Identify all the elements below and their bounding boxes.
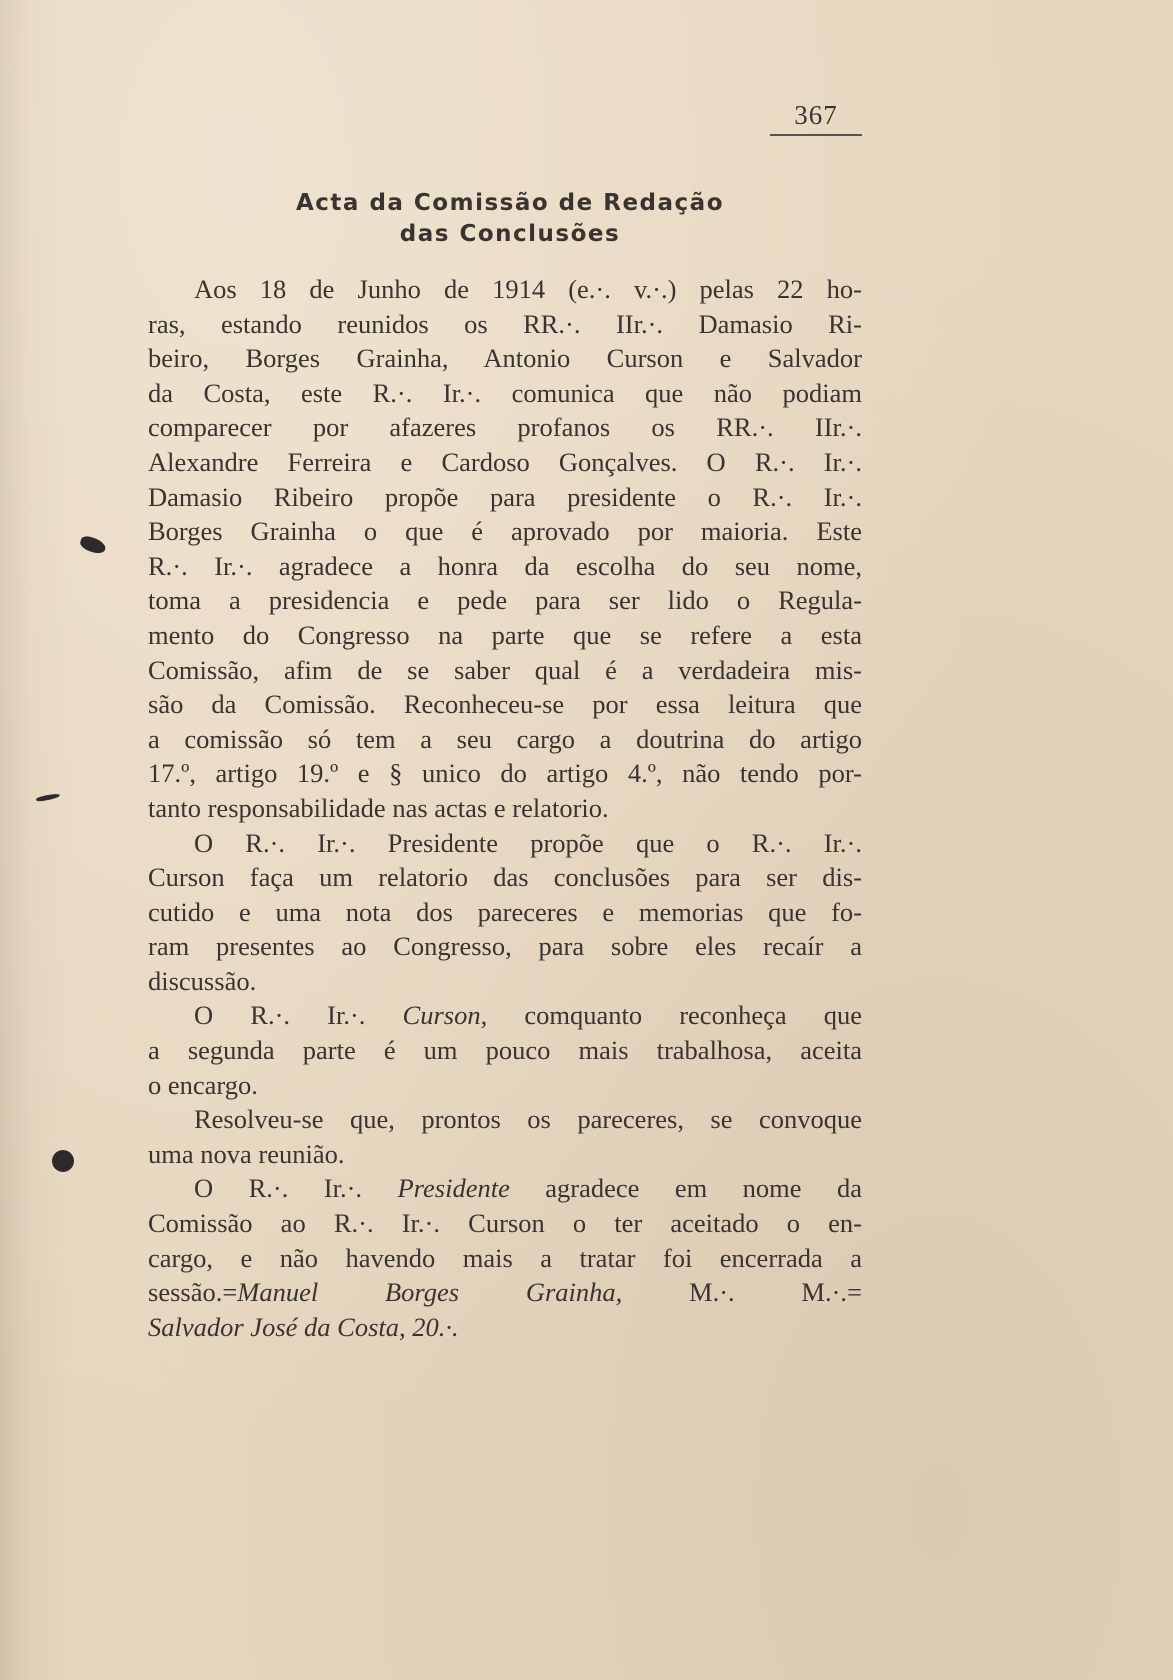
text-line (148, 929, 862, 964)
text-line (148, 1310, 862, 1345)
text-line (148, 583, 862, 618)
text-line (148, 756, 862, 791)
text-segment: Comissão, afim de se saber qual é a verdadeira mis- (148, 654, 862, 685)
text-line (148, 964, 862, 999)
text-segment: Alexandre Ferreira e Cardoso Gonçalves. O R.·. Ir.·. (148, 446, 862, 477)
margin-mark (52, 1150, 74, 1172)
text-line (148, 1068, 862, 1103)
text-segment: R.·. Ir.·. agradece a honra da escolha do seu nome, (148, 550, 862, 581)
text-segment: Manuel Borges Grainha, (237, 1277, 623, 1308)
text-line (148, 445, 862, 480)
text-line (148, 410, 862, 445)
text-line (148, 480, 862, 515)
text-line (148, 1033, 862, 1068)
text-line (148, 549, 862, 584)
text-segment: comquanto reconheça que (487, 1000, 862, 1031)
text-segment: ras, estando reunidos os RR.·. IIr.·. Damasio Ri- (148, 308, 862, 339)
text-segment: comparecer por afazeres profanos os RR.·. IIr.·. (148, 412, 862, 443)
document-title-line-1: Acta da Comissão de Redação (295, 190, 724, 216)
text-line (148, 1206, 862, 1241)
text-segment: Curson faça um relatorio das conclusões para ser dis- (148, 862, 862, 893)
text-line (148, 687, 862, 722)
text-segment: o encargo. (148, 1069, 258, 1100)
text-line (148, 1102, 862, 1137)
text-segment: sessão.= (148, 1277, 238, 1308)
text-segment: Comissão ao R.·. Ir.·. Curson o ter aceitado o en- (148, 1208, 862, 1239)
text-segment: 17.º, artigo 19.º e § unico do artigo 4.º, não tendo por- (148, 758, 862, 789)
text-segment: toma a presidencia e pede para ser lido o Regula- (148, 585, 862, 616)
margin-mark (36, 793, 61, 803)
text-line (148, 1137, 862, 1172)
text-line (148, 791, 862, 826)
text-segment: Curson, (402, 1000, 488, 1031)
text-line (148, 1171, 862, 1206)
text-segment: agradece em nome da (509, 1173, 862, 1204)
document-title-line-2: das Conclusões (399, 221, 621, 247)
text-segment: uma nova reunião. (148, 1138, 345, 1169)
text-segment: tanto responsabilidade nas actas e relatorio. (148, 792, 609, 823)
text-segment: cargo, e não havendo mais a tratar foi encerrada a (148, 1242, 862, 1273)
text-segment: a comissão só tem a seu cargo a doutrina do artigo (148, 723, 862, 754)
text-segment: O R.·. Ir.·. (194, 1000, 403, 1031)
body-text (148, 272, 862, 1344)
text-segment: Presidente (397, 1173, 510, 1204)
text-segment: discussão. (148, 965, 257, 996)
text-segment: ram presentes ao Congresso, para sobre eles recaír a (148, 931, 862, 962)
text-segment: Borges Grainha o que é aprovado por maioria. Este (148, 516, 862, 547)
text-segment: mento do Congresso na parte que se refere a esta (148, 619, 862, 650)
text-segment: a segunda parte é um pouco mais trabalhosa, aceita (148, 1035, 862, 1066)
text-line (148, 722, 862, 757)
text-line (148, 1275, 862, 1310)
text-segment: cutido e uma nota dos pareceres e memorias que fo- (148, 896, 862, 927)
text-line (148, 860, 862, 895)
text-segment: da Costa, este R.·. Ir.·. comunica que não podiam (148, 377, 862, 408)
text-line (148, 653, 862, 688)
page-number: 367 (770, 100, 862, 136)
text-line (148, 341, 862, 376)
text-segment: O R.·. Ir.·. (194, 1173, 398, 1204)
margin-mark (78, 534, 107, 555)
text-segment: M.·. M.·.= (622, 1277, 862, 1308)
text-line (148, 826, 862, 861)
text-segment: Aos 18 de Junho de 1914 (e.·. v.·.) pelas 22 ho- (194, 274, 862, 304)
text-segment: Salvador José da Costa, 20.·. (148, 1311, 459, 1342)
text-line (148, 307, 862, 342)
text-line (148, 376, 862, 411)
text-segment: O R.·. Ir.·. Presidente propõe que o R.·. Ir.·. (194, 827, 862, 858)
text-line (148, 514, 862, 549)
text-line (148, 1241, 862, 1276)
text-segment: são da Comissão. Reconheceu-se por essa leitura que (148, 689, 862, 720)
text-line (148, 618, 862, 653)
text-line (148, 998, 862, 1033)
text-segment: Damasio Ribeiro propõe para presidente o R.·. Ir.·. (148, 481, 862, 512)
text-segment: Resolveu-se que, prontos os pareceres, se convoque (194, 1104, 862, 1135)
text-line (148, 272, 862, 307)
text-segment: beiro, Borges Grainha, Antonio Curson e Salvador (148, 343, 862, 374)
text-line (148, 895, 862, 930)
